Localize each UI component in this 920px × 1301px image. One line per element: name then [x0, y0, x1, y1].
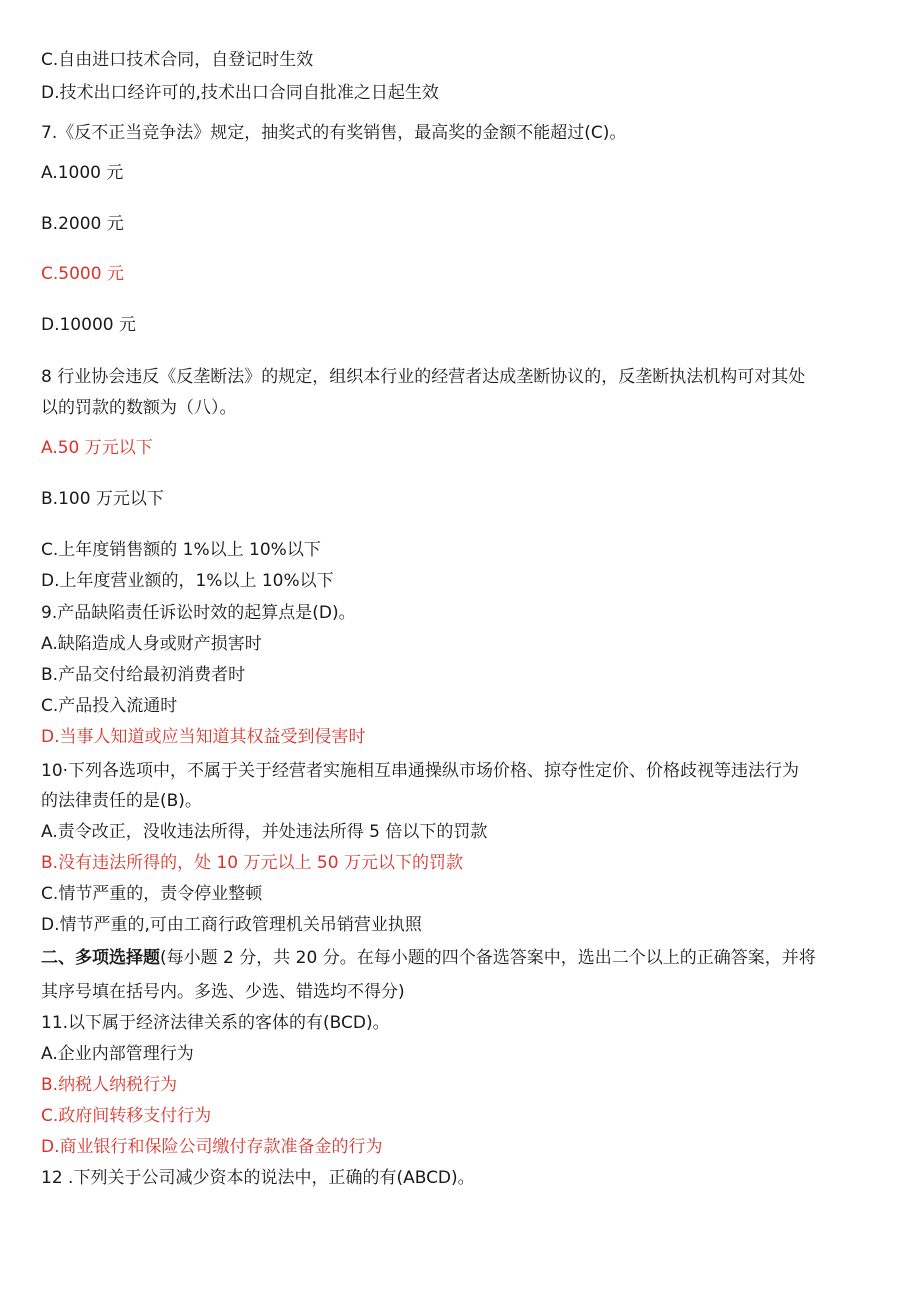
- section-heading-title: 二、多项选择题: [41, 948, 160, 968]
- question-7: 7.《反不正当竞争法》规定，抽奖式的有奖销售，最高奖的金额不能超过(C)。: [41, 123, 627, 143]
- question-10-continued: 的法律责任的是(B)。: [41, 791, 202, 811]
- question-8: 8 行业协会违反《反垄断法》的规定，组织本行业的经营者达成垄断协议的，反垄断执法机构可对其处: [41, 367, 806, 387]
- correct-answer-line: A.50 万元以下: [41, 438, 153, 458]
- question-8-continued: 以的罚款的数额为（八）。: [41, 398, 237, 418]
- question-12: 12 .下列关于公司减少资本的说法中，正确的有(ABCD)。: [41, 1168, 475, 1188]
- option-line: A.缺陷造成人身或财产损害时: [41, 634, 262, 654]
- section-heading-continued: 其序号填在括号内。多选、少选、错选均不得分): [41, 982, 405, 1002]
- correct-answer-line: D.当事人知道或应当知道其权益受到侵害时: [41, 727, 366, 747]
- option-line: B.100 万元以下: [41, 489, 164, 509]
- correct-answer-line: C.5000 元: [41, 264, 124, 284]
- section-heading: [41, 947, 816, 969]
- option-line: B.2000 元: [41, 214, 124, 234]
- option-line: D.上年度营业额的，1%以上 10%以下: [41, 571, 334, 591]
- option-line: D.技术出口经许可的,技术出口合同自批准之日起生效: [41, 83, 439, 103]
- option-line: C.上年度销售额的 1%以上 10%以下: [41, 540, 321, 560]
- option-line: A.1000 元: [41, 163, 124, 183]
- option-line: C.产品投入流通时: [41, 696, 178, 716]
- question-9: 9.产品缺陷责任诉讼时效的起算点是(D)。: [41, 603, 356, 623]
- correct-answer-line: C.政府间转移支付行为: [41, 1106, 212, 1126]
- correct-answer-line: D.商业银行和保险公司缴付存款准备金的行为: [41, 1137, 383, 1157]
- option-line: C.自由进口技术合同，自登记时生效: [41, 50, 314, 70]
- question-10: 10·下列各选项中，不属于关于经营者实施相互串通操纵市场价格、掠夺性定价、价格歧视等违法行为: [41, 761, 800, 781]
- option-line: A.企业内部管理行为: [41, 1044, 194, 1064]
- correct-answer-line: B.纳税人纳税行为: [41, 1075, 178, 1095]
- option-line: D.10000 元: [41, 315, 136, 335]
- section-heading-instructions: (每小题 2 分，共 20 分。在每小题的四个备选答案中，选出二个以上的正确答案，并将: [160, 948, 816, 968]
- option-line: B.产品交付给最初消费者时: [41, 665, 246, 685]
- question-11: 11.以下属于经济法律关系的客体的有(BCD)。: [41, 1013, 390, 1033]
- correct-answer-line: B.没有违法所得的，处 10 万元以上 50 万元以下的罚款: [41, 853, 463, 873]
- option-line: C.情节严重的，责令停业整顿: [41, 884, 263, 904]
- option-line: D.情节严重的,可由工商行政管理机关吊销营业执照: [41, 915, 422, 935]
- option-line: A.责令改正，没收违法所得，并处违法所得 5 倍以下的罚款: [41, 822, 488, 842]
